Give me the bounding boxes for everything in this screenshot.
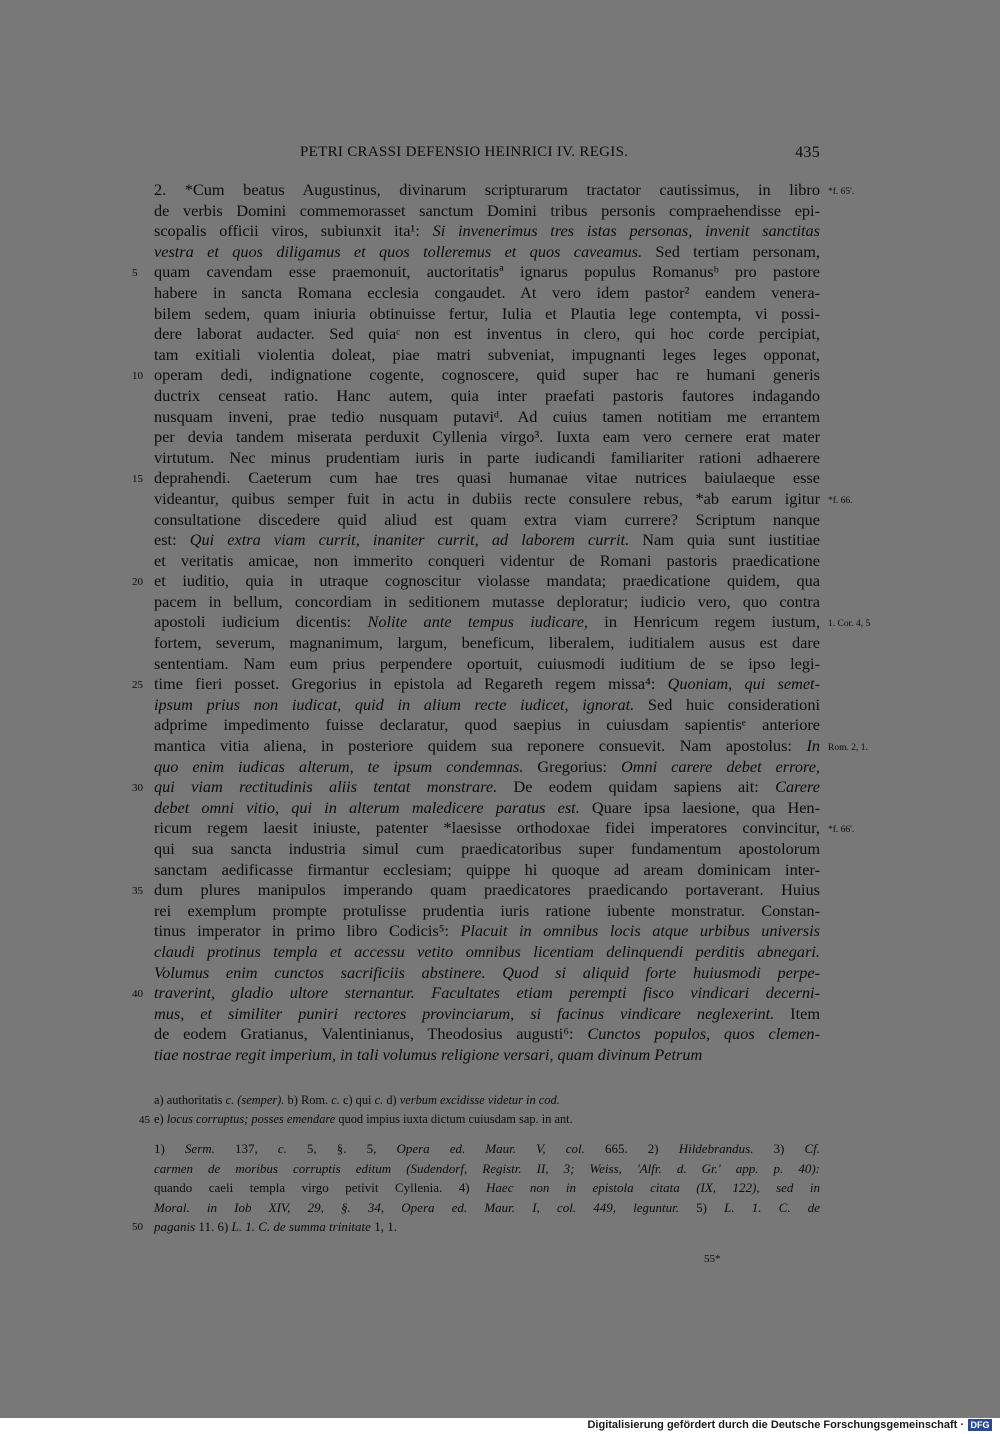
italic-segment: traverint, gladio ultore sternantur. Facultates etiam perempti fisco vindicari decerni- — [154, 983, 820, 1003]
line-number: 15 — [132, 473, 143, 486]
italic-segment: Placuit in omnibus locis atque urbibus universis — [460, 921, 820, 941]
italic-segment: Cunctos populos, quos clemen- — [587, 1024, 820, 1044]
text-segment: in Henricum regem iustum, — [588, 612, 821, 632]
italic-segment: verbum excidisse videtur in cod. — [399, 1093, 560, 1107]
text-segment: est: — [154, 530, 190, 550]
italic-segment: L. 1. C. de summa trinitate — [231, 1219, 371, 1234]
text-segment: nusquam inveni, prae tedio nusquam putaviᵈ. Ad cuius tamen notitiam me errantem — [154, 406, 820, 426]
text-line — [154, 1045, 820, 1066]
text-segment: qui sua sancta industria simul cum praedicatoribus super fundamentum apostolorum — [154, 839, 820, 858]
italic-segment: Serm. — [184, 1141, 215, 1156]
text-line — [154, 839, 820, 860]
text-segment: 137, — [214, 1141, 278, 1156]
text-segment: 2. *Cum beatus Augustinus, divinarum scripturarum tractator cautissimus, in libro — [154, 180, 820, 199]
line-number: 40 — [132, 988, 143, 1001]
line-number: 20 — [132, 576, 143, 589]
text-line — [154, 324, 820, 345]
text-line — [154, 407, 820, 428]
italic-segment: Haec non in epistola citata (IX, 122), sed in — [486, 1180, 820, 1195]
text-line — [154, 695, 820, 716]
margin-reference: *f. 65'. — [828, 187, 855, 197]
text-segment: pacem in bellum, concordiam in seditionem mutasse deploratur; iudicio vero, quo contra — [154, 591, 820, 611]
italic-segment: Carere — [775, 777, 820, 797]
margin-reference: *f. 66'. — [828, 825, 855, 836]
text-segment: operam dedi, indignatione cogente, cognoscere, quid super hac re humani generis — [154, 365, 820, 385]
text-segment: a) authoritatis — [154, 1093, 226, 1107]
text-line — [154, 592, 820, 613]
text-line — [154, 530, 820, 551]
text-segment: tam exitiali violentia doleat, piae matri subveniat, impugnanti leges leges opponat, — [154, 344, 820, 364]
text-line — [154, 901, 820, 922]
text-segment: time fieri posset. Gregorius in epistola ad Regareth regem missa⁴: — [154, 674, 668, 694]
text-line — [132, 880, 820, 901]
critical-apparatus — [139, 1091, 820, 1129]
italic-segment: mus, et similiter puniri rectores provinciarum, si facinus vindicare neglexerint. — [154, 1003, 775, 1023]
text-segment: Gregorius: — [523, 756, 621, 776]
text-segment: quando caeli templa virgo petivit Cyllenia. 4) — [154, 1180, 487, 1195]
italic-segment: Si invenerimus tres istas personas, invenit sanctitas — [432, 221, 821, 241]
text-segment: sententiam. Nam eum prius perpendere oportuit, cuiusmodi iuditium de se ipso legi- — [154, 653, 820, 673]
text-segment: consultatione discedere quid aliud est quam extra viam currere? Scriptum nanque — [154, 509, 820, 529]
text-segment: apostoli iudicium dicentis: — [154, 612, 368, 632]
text-line — [132, 262, 820, 283]
text-segment: videantur, quibus semper fuit in actu in dubiis recte consulere rebus, *ab earum igitur — [154, 488, 820, 508]
text-segment: de verbis Domini commemorasset sanctum Domini tribus personis compraehendisse epi- — [154, 200, 820, 220]
text-line — [154, 818, 855, 839]
text-line — [154, 488, 853, 510]
signature-mark: 55* — [704, 1253, 721, 1265]
text-line — [154, 860, 820, 881]
italic-segment: Moral. in Iob XIV, 29, §. 34, Opera ed. Maur. I, col. 449, leguntur. — [154, 1199, 679, 1215]
line-number: 30 — [132, 782, 143, 795]
text-segment: et veritatis amicae, non immerito conqueri videntur de Romani pastoris praedicatione — [154, 550, 820, 570]
italic-segment: claudi protinus templa et accessu vetito omnibus licentiam delinquendi perditis abnegari. — [154, 941, 820, 961]
italic-segment: Quoniam, qui semet- — [667, 674, 820, 694]
italic-segment: tiae nostrae regit imperium, in tali volumus religione versari, quam divinum Petrum — [154, 1044, 703, 1064]
text-segment: 11. 6) — [195, 1219, 232, 1234]
text-segment: bilem sedem, quam iniuria obtinuisse fertur, Iulia et Plautia lege contempta, vi possi- — [154, 303, 820, 323]
italic-segment: paganis — [154, 1219, 196, 1234]
text-segment: 1) — [154, 1141, 185, 1156]
text-line — [154, 221, 820, 242]
text-segment: mantica vitia aliena, in posteriore quidem sua reponere consuevit. Nam apostolus: — [154, 736, 807, 756]
text-line — [154, 757, 820, 778]
margin-reference: 1. Cor. 4, 5 — [828, 619, 871, 630]
line-number: 50 — [132, 1221, 143, 1233]
text-segment: 665. 2) — [584, 1141, 679, 1156]
text-segment: quod impius iuxta dictum cuiusdam sap. in ant. — [335, 1112, 573, 1126]
text-line — [154, 942, 820, 963]
text-segment: Item — [774, 1003, 820, 1023]
text-segment: ricum regem laesit iniuste, patenter *laesisse orthodoxae fidei imperatores convincitur, — [154, 818, 820, 838]
note-line — [154, 1198, 820, 1218]
text-segment: de eodem Gratianus, Valentinianus, Theodosius augusti⁶: — [154, 1024, 588, 1044]
text-line — [154, 654, 820, 675]
text-line — [154, 798, 820, 819]
text-segment: rei exemplum prompte protulisse prudentia iuris ratione iubente monstratur. Constan- — [154, 900, 820, 920]
text-line — [154, 612, 871, 633]
text-line — [154, 345, 820, 366]
line-number: 45 — [139, 1114, 150, 1126]
text-line — [154, 963, 820, 984]
text-line — [132, 674, 820, 695]
text-segment: per devia tandem miserata perduxit Cyllenia virgo³. Iuxta eam vero cernere erat mater — [154, 427, 820, 447]
italic-segment: locus corruptus; posses emendare — [166, 1112, 336, 1126]
italic-segment: quo enim iudicas alterum, te ipsum condemnas. — [154, 756, 524, 776]
text-line — [154, 427, 820, 448]
text-line — [154, 386, 820, 407]
line-number: 35 — [132, 885, 143, 898]
text-line — [154, 736, 868, 757]
text-line — [154, 448, 820, 469]
margin-reference: Rom. 2, 1. — [828, 743, 868, 754]
italic-segment: qui viam rectitudinis aliis tentat monstrare. — [154, 777, 498, 797]
note-line — [139, 1110, 820, 1129]
source-notes — [132, 1139, 821, 1237]
text-segment: scopalis officii viros, subiunxit ita¹: — [154, 221, 433, 241]
text-segment: De eodem quidam sapiens ait: — [497, 777, 776, 797]
italic-segment: c. — [277, 1141, 287, 1156]
note-line — [154, 1091, 820, 1110]
text-line — [132, 777, 820, 798]
text-segment: Nam quia sunt iustitiae — [629, 530, 820, 550]
text-segment: dere laborat audacter. Sed quiaᶜ non est inventus in clero, qui hoc corde percipiat, — [154, 324, 820, 344]
text-line — [132, 571, 820, 592]
text-segment: tinus imperator in primo libro Codicis⁵: — [154, 921, 461, 941]
footer-credit: Digitalisierung gefördert durch die Deutsche Forschungsgemeinschaft · — [587, 1419, 964, 1431]
text-line — [154, 242, 820, 263]
line-number: 25 — [132, 679, 143, 692]
italic-segment: carmen de moribus corruptis editum (Sudendorf, Registr. II, 3; Weiss, 'Alfr. d. Gr.' app. p. 40): — [154, 1160, 820, 1176]
italic-segment: Volumus enim cunctos sacrificiis abstinere. Quod si aliquid forte huiusmodi perpe- — [154, 962, 820, 982]
text-segment: fortem, severum, magnanimum, largum, beneficum, liberalem, iuditialem ausus est dare — [154, 633, 820, 653]
text-segment: d) — [383, 1093, 400, 1107]
text-line — [154, 633, 820, 654]
dfg-logo-icon: DFG — [968, 1419, 992, 1431]
text-line — [154, 551, 820, 572]
text-line — [132, 983, 820, 1004]
text-line — [132, 468, 820, 489]
italic-segment: In — [806, 736, 820, 756]
text-segment: deprahendi. Caeterum cum hae tres quasi humanae vitae nutrices baiulaeque esse — [154, 468, 820, 488]
text-segment: e) — [154, 1112, 167, 1126]
text-line — [154, 1004, 820, 1025]
italic-segment: Cf. — [804, 1141, 820, 1156]
margin-reference: *f. 66. — [828, 495, 853, 506]
italic-segment: L. 1. C. de — [724, 1199, 821, 1215]
text-segment: b) Rom. — [284, 1093, 332, 1107]
text-line — [154, 304, 820, 325]
text-segment: c) qui — [339, 1093, 375, 1107]
italic-segment: c. — [374, 1093, 384, 1107]
text-segment: 3) — [753, 1141, 805, 1156]
running-header — [300, 144, 820, 166]
text-segment: virtutum. Nec minus prudentiam iuris in parte iudicandi familiariter rationi adhaerere — [154, 447, 820, 467]
note-line — [154, 1178, 820, 1198]
text-line — [132, 365, 820, 386]
line-number: 10 — [132, 370, 143, 383]
text-line — [154, 201, 820, 222]
italic-segment: ipsum prius non iudicat, quid in alium recte iudicet, ignorat. — [154, 694, 635, 714]
text-line — [154, 921, 820, 942]
text-segment: quam cavendam esse praemonuit, auctoritatisª ignarus populus Romanusᵇ pro pastore — [154, 262, 820, 282]
text-segment: 1, 1. — [370, 1219, 397, 1234]
italic-segment: Hildebrandus. — [678, 1141, 754, 1156]
text-segment: ductrix censeat ratio. Hanc autem, quia inter praefati pastoris fautores indagando — [154, 385, 820, 405]
text-segment: Sed huic considerationi — [634, 694, 820, 714]
note-line — [154, 1159, 820, 1179]
text-segment: Quare ipsa laesione, qua Hen- — [579, 797, 820, 817]
text-line — [154, 180, 855, 201]
text-segment: 5) — [678, 1199, 725, 1215]
text-segment: adprime impedimento fuisse declaratur, quod saepius in cuiusdam sapientisᵉ anteriore — [154, 715, 820, 735]
running-title: PETRI CRASSI DEFENSIO HEINRICI IV. REGIS. — [300, 144, 629, 160]
text-segment: Sed tertiam personam, — [642, 241, 820, 261]
note-line — [132, 1217, 820, 1237]
text-line — [154, 510, 820, 531]
text-line — [154, 1024, 820, 1045]
text-segment: habere in sancta Romana ecclesia congaudet. At vero idem pastor² eandem venera- — [154, 282, 820, 302]
text-segment: et iuditio, quia in utraque cognoscitur violasse mandata; praedicatione quidem, qua — [154, 571, 820, 591]
italic-segment: c. (semper). — [225, 1093, 285, 1107]
italic-segment: Nolite ante tempus iudicare, — [367, 612, 589, 632]
italic-segment: Qui extra viam currit, inaniter currit, ad laborem currit. — [189, 530, 630, 550]
italic-segment: debet omni vitio, qui in alterum maledicere paratus est. — [154, 797, 580, 817]
note-line — [154, 1139, 820, 1159]
italic-segment: vestra et quos diligamus et quos tolleremus et quos caveamus. — [154, 241, 643, 261]
italic-segment: Opera ed. Maur. V, col. — [396, 1141, 585, 1156]
italic-segment: c. — [331, 1093, 340, 1107]
text-segment: 5, §. 5, — [286, 1141, 397, 1156]
text-line — [154, 283, 820, 304]
text-line — [154, 715, 820, 736]
italic-segment: Omni carere debet errore, — [620, 756, 820, 776]
text-segment: dum plures manipulos imperando quam praedicatores praedicando portaverant. Huius — [154, 880, 820, 900]
line-number: 5 — [132, 267, 138, 280]
page-number: 435 — [795, 144, 820, 161]
text-segment: sanctam aedificasse firmantur ecclesiam; quippe hi quoque ad aream dominicam inter- — [154, 859, 820, 879]
main-text — [132, 180, 871, 1066]
